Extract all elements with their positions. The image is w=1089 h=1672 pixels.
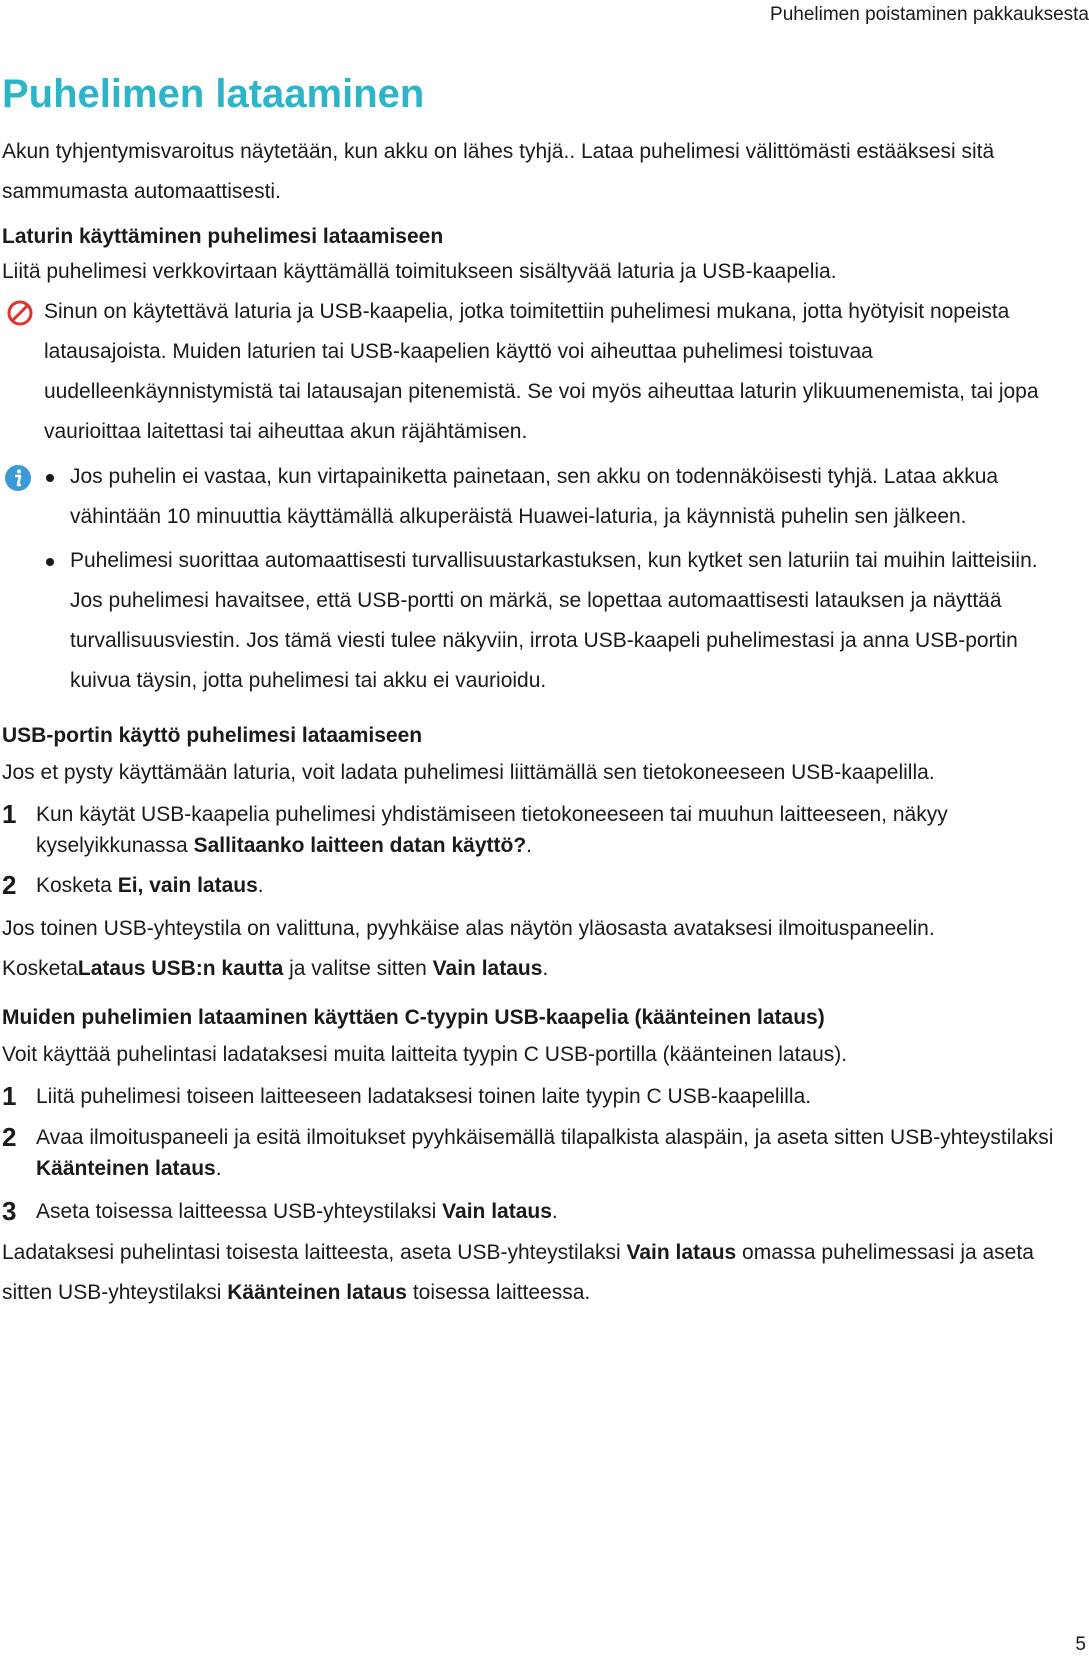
info-notes <box>2 457 1062 701</box>
reverse-step-1: 1 Liitä puhelimesi toiseen laitteeseen ladataksesi toinen laite tyypin C USB-kaapelilla. <box>2 1081 812 1111</box>
reverse-step-2: 2 Avaa ilmoituspaneeli ja esitä ilmoitukset pyyhkäisemällä tilapalkista alaspäin, ja aseta sitten USB-yhteystilaksi Käänteinen lataus. <box>2 1122 1054 1180</box>
step-number: 3 <box>2 1196 17 1226</box>
step-number: 1 <box>2 1081 17 1111</box>
notes-list <box>2 457 1062 701</box>
bullet <box>46 558 54 566</box>
section-heading-reverse: Muiden puhelimien lataaminen käyttäen C-tyypin USB-kaapelia (käänteinen lataus) <box>2 1006 825 1029</box>
warning-note <box>2 292 1062 452</box>
reverse-paragraph: Voit käyttää puhelintasi ladataksesi muita laitteita tyypin C USB-portilla (käänteinen lataus). <box>2 1043 848 1066</box>
list-item: Puhelimesi suorittaa automaattisesti turvallisuustarkastuksen, kun kytket sen laturiin tai muihin laitteisiin. Jos puhelimesi havaitsee, että USB-portti on märkä, se lopettaa automaattisesti latauksen ja näyttää turvallisuusviestin. Jos tämä viesti tulee näkyviin, irrota USB-kaapeli puhelimestasi ja anna USB-portin kuivua täysin, jotta puhelimesi tai akku ei vaurioidu. <box>70 541 1062 701</box>
page-number: 5 <box>1075 1634 1086 1655</box>
reverse-step-3: 3 Aseta toisessa laitteessa USB-yhteystilaksi Vain lataus. <box>2 1196 558 1226</box>
running-header: Puhelimen poistaminen pakkauksesta <box>770 4 1089 25</box>
step-number: 2 <box>2 1122 17 1152</box>
prohibited-icon <box>6 299 34 327</box>
step-number: 1 <box>2 799 17 829</box>
step-number: 2 <box>2 870 17 900</box>
usb-step-2: 2 Kosketa Ei, vain lataus. <box>2 870 264 900</box>
final-paragraph: Ladataksesi puhelintasi toisesta laitteesta, aseta USB-yhteystilaksi Vain lataus omassa puhelimessasi ja aseta sitten USB-yhteystilaksi Käänteinen lataus toisessa laitteessa. <box>2 1241 1034 1304</box>
usb-mode-paragraph: Jos toinen USB-yhteystila on valittuna, pyyhkäise alas näytön yläosasta avataksesi ilmoituspaneelin. KosketaLataus USB:n kautta ja valitse sitten Vain lataus. <box>2 917 935 980</box>
info-icon <box>4 464 32 492</box>
bullet <box>46 474 54 482</box>
page-title: Puhelimen lataaminen <box>2 72 425 116</box>
document-body <box>2 70 1062 1313</box>
section-heading-charger: Laturin käyttäminen puhelimesi lataamiseen <box>2 225 444 248</box>
list-item: Jos puhelin ei vastaa, kun virtapainiketta painetaan, sen akku on todennäköisesti tyhjä. Lataa akkua vähintään 10 minuuttia käyttämällä alkuperäistä Huawei-laturia, ja käynnistä puhelin sen jälkeen. <box>70 457 1062 537</box>
intro-paragraph: Akun tyhjentymisvaroitus näytetään, kun akku on lähes tyhjä.. Lataa puhelimesi välittömästi estääksesi sitä sammumasta automaattisesti. <box>2 140 995 203</box>
warning-text: Sinun on käytettävä laturia ja USB-kaapelia, jotka toimitettiin puhelimesi mukana, jotta hyötyisit nopeista latausajoista. Muiden laturien tai USB-kaapelien käyttö voi aiheuttaa puhelimesi toistuvaa uudelleenkäynnistymistä tai latausajan pitenemistä. Se voi myös aiheuttaa laturin ylikuumenemista, tai jopa vaurioittaa laitettasi tai aiheuttaa akun räjähtämisen. <box>44 300 1039 443</box>
usb-step-1: 1 Kun käytät USB-kaapelia puhelimesi yhdistämiseen tietokoneeseen tai muuhun laitteeseen, näkyy kyselyikkunassa Sallitaanko laitteen datan käyttö?. <box>2 799 948 857</box>
section-heading-usb: USB-portin käyttö puhelimesi lataamiseen <box>2 724 423 747</box>
charger-paragraph: Liitä puhelimesi verkkovirtaan käyttämällä toimitukseen sisältyvää laturia ja USB-kaapelia. <box>2 260 837 283</box>
usb-paragraph: Jos et pysty käyttämään laturia, voit ladata puhelimesi liittämällä sen tietokoneeseen USB-kaapelilla. <box>2 761 935 784</box>
